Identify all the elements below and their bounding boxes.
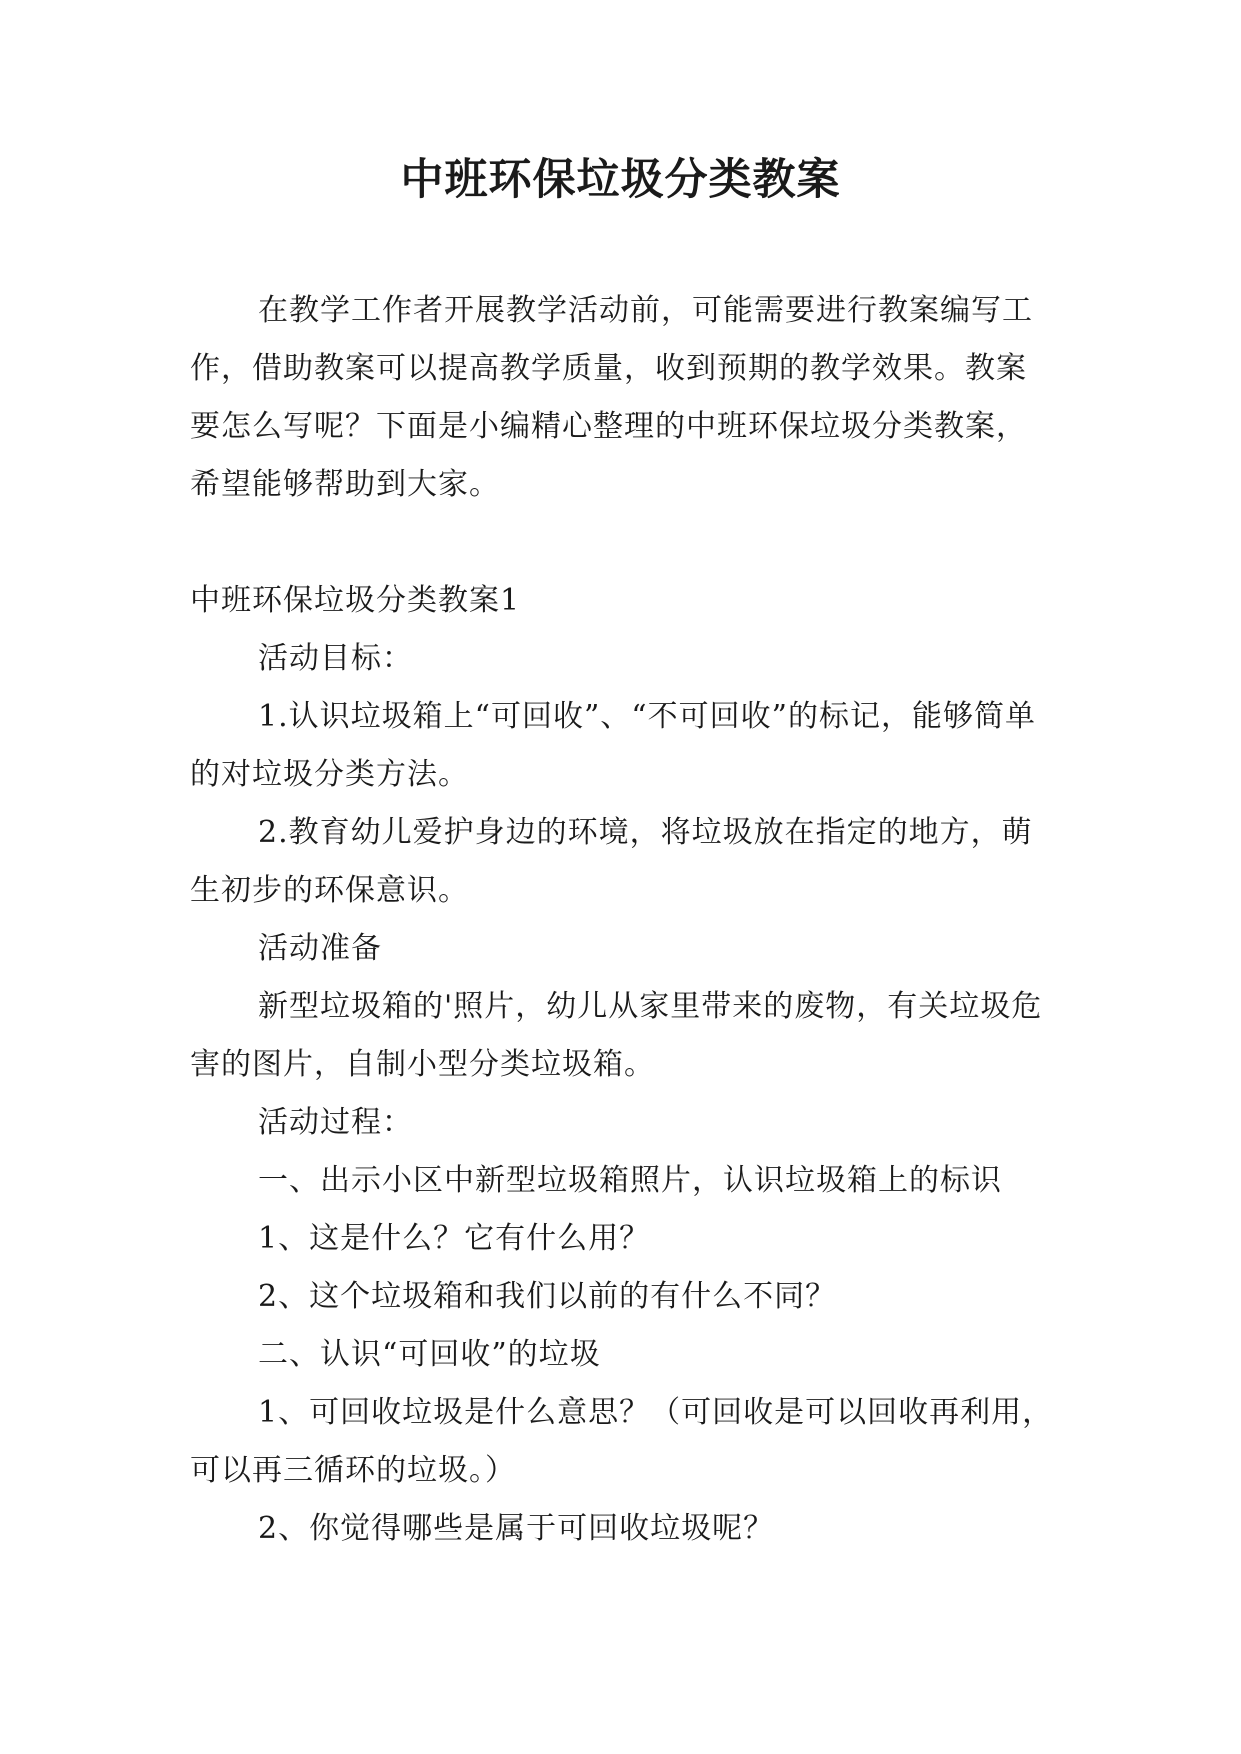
paragraph-question-2: 2、这个垃圾箱和我们以前的有什么不同？ bbox=[258, 1279, 837, 1314]
paragraph-recyclable-meaning: 1、可回收垃圾是什么意思？（可回收是可以回收再利用，可以再三循环的垃圾。） bbox=[190, 1395, 1054, 1488]
intro-paragraph: 在教学工作者开展教学活动前，可能需要进行教案编写工作，借助教案可以提高教学质量，收到预期的教学效果。教案要怎么写呢？下面是小编精心整理的中班环保垃圾分类教案，希望能够帮助到大家。 bbox=[190, 293, 1033, 502]
section-heading: 中班环保垃圾分类教案1 bbox=[190, 583, 521, 618]
paragraph-question-1: 1、这是什么？它有什么用？ bbox=[258, 1221, 651, 1256]
paragraph-goal-2: 2.教育幼儿爱护身边的环境，将垃圾放在指定的地方，萌生初步的环保意识。 bbox=[190, 815, 1033, 908]
paragraph-step-2: 二、认识“可回收”的垃圾 bbox=[258, 1337, 601, 1372]
document-title: 中班环保垃圾分类教案 bbox=[400, 155, 841, 205]
paragraph-activity-goals: 活动目标： bbox=[258, 641, 413, 676]
document-body bbox=[190, 282, 1056, 1558]
paragraph-activity-prep: 活动准备 bbox=[258, 931, 382, 966]
paragraph-step-1: 一、出示小区中新型垃圾箱照片，认识垃圾箱上的标识 bbox=[258, 1163, 1002, 1198]
paragraph-activity-process: 活动过程： bbox=[258, 1105, 413, 1140]
paragraph-goal-1: 1.认识垃圾箱上“可回收”、“不可回收”的标记，能够简单的对垃圾分类方法。 bbox=[190, 699, 1036, 792]
paragraph-recyclable-question: 2、你觉得哪些是属于可回收垃圾呢？ bbox=[258, 1511, 775, 1546]
paragraph-prep-materials: 新型垃圾箱的'照片，幼儿从家里带来的废物，有关垃圾危害的图片，自制小型分类垃圾箱。 bbox=[190, 989, 1043, 1082]
